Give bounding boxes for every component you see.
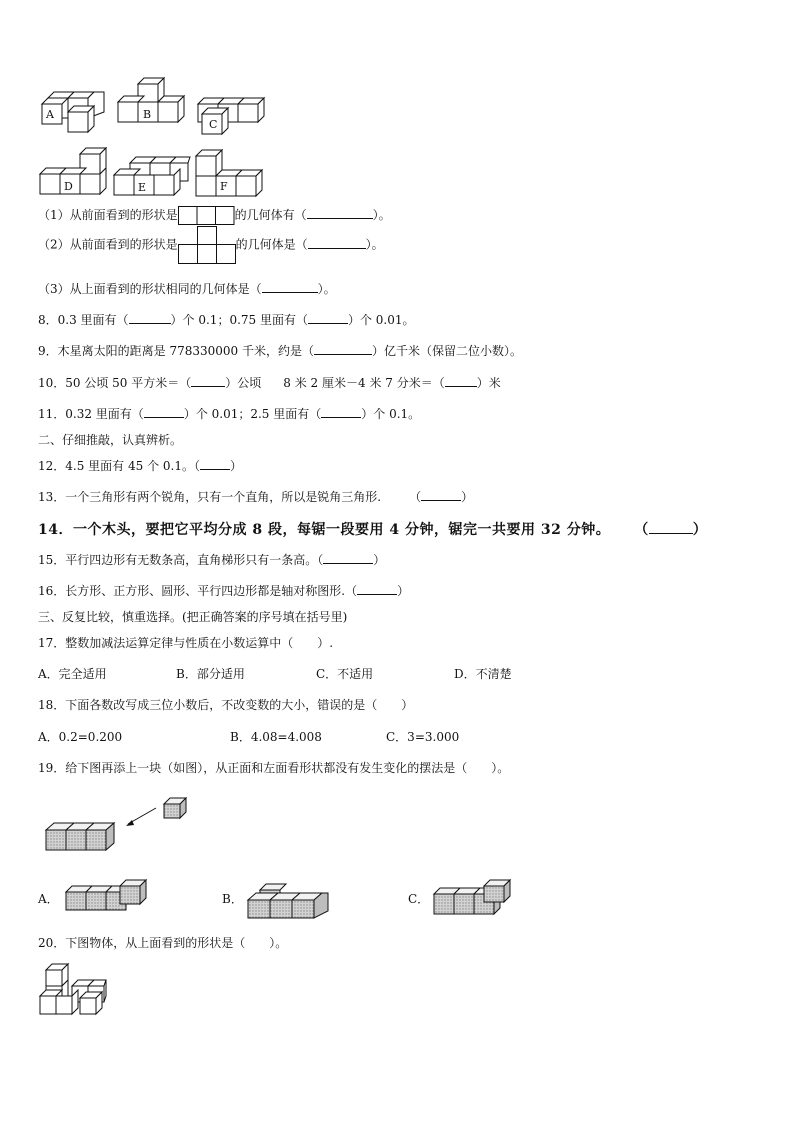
cube-figure-e — [110, 155, 192, 199]
q20-figure — [36, 962, 110, 1018]
answer-blank[interactable] — [191, 374, 225, 387]
section-2-heading: 二、仔细推敲，认真辨析。 — [38, 433, 183, 447]
figure-label: F — [220, 180, 228, 193]
figure-label: D — [64, 180, 73, 193]
q7-sub1: （1）从前面看到的形状是 的几何体有（ ）。 — [38, 206, 391, 225]
answer-blank[interactable] — [445, 374, 477, 387]
question-11: 11．0.32 里面有（ ）个 0.01；2.5 里面有（ ）个 0.1。 — [38, 407, 421, 421]
q17-option-b[interactable]: B．部分适用 — [176, 667, 245, 681]
answer-blank[interactable] — [357, 582, 397, 595]
answer-blank[interactable] — [262, 280, 318, 293]
front-view-shape-t — [178, 234, 236, 256]
q18-option-c[interactable]: C．3=3.000 — [386, 730, 460, 744]
q18-option-b[interactable]: B．4.08=4.008 — [230, 730, 322, 744]
q19-option-b-label[interactable]: B． — [222, 892, 243, 906]
figure-label: C — [209, 118, 218, 131]
answer-blank[interactable] — [200, 457, 230, 470]
question-19-stem: 19．给下图再添上一块（如图），从正面和左面看形状都没有发生变化的摆法是（ ）。 — [38, 761, 510, 775]
question-9: 9．木星离太阳的距离是 778330000 千米，约是（ ）亿千米（保留二位小数）。 — [38, 344, 522, 358]
q18-option-a[interactable]: A．0.2=0.200 — [38, 730, 123, 744]
question-18-stem: 18．下面各数改写成三位小数后，不改变数的大小，错误的是（ ） — [38, 698, 414, 712]
question-17-stem: 17．整数加减法运算定律与性质在小数运算中（ ）. — [38, 636, 334, 650]
answer-blank[interactable] — [144, 405, 184, 418]
answer-blank[interactable] — [129, 311, 171, 324]
cube-figure-a — [38, 78, 108, 136]
answer-blank[interactable] — [649, 519, 693, 534]
question-14: 14．一个木头，要把它平均分成 8 段，每锯一段要用 4 分钟，锯完一共要用 32 分钟。 （ ） — [38, 519, 707, 539]
answer-blank[interactable] — [421, 488, 461, 501]
answer-blank[interactable] — [323, 551, 373, 564]
q19-option-c-label[interactable]: C． — [408, 892, 430, 906]
question-15: 15．平行四边形有无数条高，直角梯形只有一条高。（ ） — [38, 553, 386, 567]
q19-option-a-label[interactable]: A． — [38, 892, 59, 906]
section-3-heading: 三、反复比较，慎重选择。(把正确答案的序号填在括号里) — [38, 610, 348, 624]
question-10: 10．50 公顷 50 平方米＝（ ）公顷 8 米 2 厘米－4 米 7 分米＝（ ）米 — [38, 376, 501, 390]
q19-option-b-figure[interactable] — [246, 880, 336, 920]
q17-option-d[interactable]: D．不清楚 — [454, 667, 512, 681]
q7-sub3: （3）从上面看到的形状相同的几何体是（ ）。 — [38, 282, 336, 296]
cube-figure-f — [192, 148, 264, 200]
answer-blank[interactable] — [307, 206, 373, 219]
q19-option-a-figure[interactable] — [64, 878, 146, 914]
front-view-shape-1x3 — [178, 206, 235, 225]
figure-label: A — [46, 108, 54, 121]
q17-option-c[interactable]: C．不适用 — [316, 667, 374, 681]
cube-figure-c — [194, 92, 266, 138]
q19-option-c-figure[interactable] — [432, 878, 522, 918]
answer-blank[interactable] — [314, 342, 372, 355]
answer-blank[interactable] — [308, 236, 366, 249]
q19-base-figure — [44, 796, 194, 854]
question-16: 16．长方形、正方形、圆形、平行四边形都是轴对称图形.（ ） — [38, 584, 410, 598]
cube-figure-b — [114, 78, 186, 128]
question-13: 13．一个三角形有两个锐角，只有一个直角，所以是锐角三角形. （ ） — [38, 490, 474, 504]
q17-option-a[interactable]: A．完全适用 — [38, 667, 107, 681]
answer-blank[interactable] — [321, 405, 361, 418]
question-8: 8．0.3 里面有（ ）个 0.1；0.75 里面有（ ）个 0.01。 — [38, 313, 415, 327]
answer-blank[interactable] — [308, 311, 348, 324]
q7-sub2: （2）从前面看到的形状是 的几何体是（ ）。 — [38, 234, 384, 256]
question-12: 12．4.5 里面有 45 个 0.1。（ ） — [38, 459, 242, 473]
question-20-stem: 20．下图物体，从上面看到的形状是（ ）。 — [38, 936, 288, 950]
figure-label: B — [143, 108, 152, 121]
cube-figure-d — [36, 146, 108, 198]
figure-label: E — [138, 181, 147, 194]
